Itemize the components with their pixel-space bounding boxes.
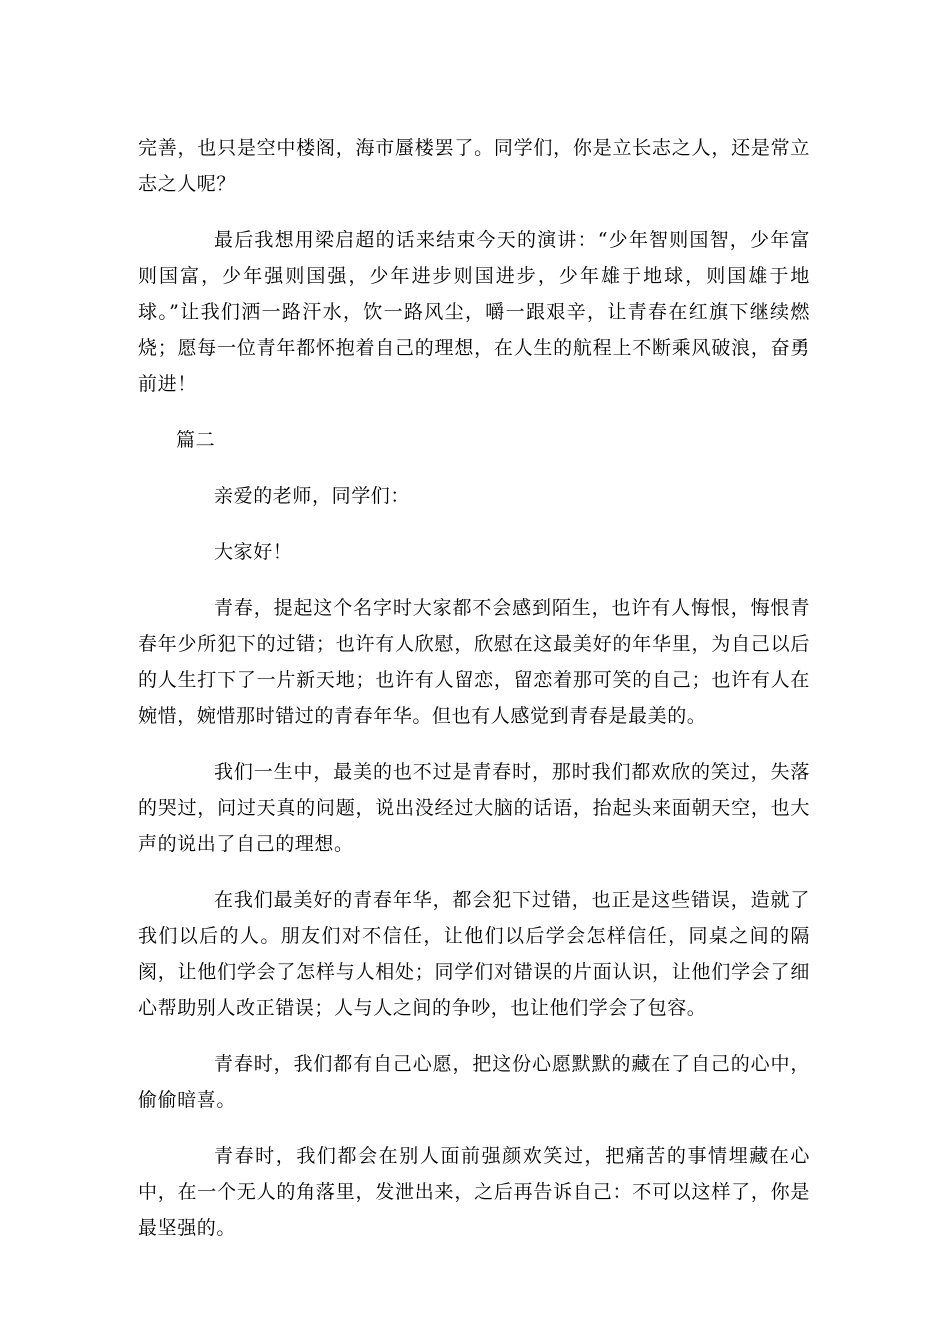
paragraph-gap (138, 402, 810, 422)
paragraph-gap (138, 862, 810, 882)
paragraph-7: 青春时，我们都会在别人面前强颜欢笑过，把痛苦的事情埋藏在心中，在一个无人的角落里，发泄出来，之后再告诉自己：不可以这样了，你是最坚强的。 (138, 1145, 810, 1239)
paragraph-3: 青春，提起这个名字时大家都不会感到陌生，也许有人悔恨，悔恨青春年少所犯下的过错；也许有人欣慰，欣慰在这最美好的年华里，为自己以后的人生打下了一片新天地；也许有人留恋，留恋着那可笑的自己；也许有人在婉惜，婉惜那时错过的青春年华。但也有人感觉到青春是最美的。 (138, 597, 810, 727)
paragraph-6: 青春时，我们都有自己心愿，把这份心愿默默的藏在了自己的心中，偷偷暗喜。 (138, 1053, 810, 1111)
greeting: 大家好！ (214, 541, 293, 563)
paragraph-2: 最后我想用梁启超的话来结束今天的演讲：“少年智则国智，少年富则国富，少年强则国强，少年进步则国进步，少年雄于地球，则国雄于地球。”让我们洒一路汗水，饮一路风尘，嚼一跟艰辛，让青春在红旗下继续燃烧；愿每一位青年都怀抱着自己的理想，在人生的航程上不断乘风破浪，奋勇前进！ (138, 229, 810, 395)
paragraph-gap (138, 1026, 810, 1046)
paragraph-gap (138, 514, 810, 534)
paragraph-5: 在我们最美好的青春年华，都会犯下过错，也正是这些错误，造就了我们以后的人。朋友们对不信任，让他们以后学会怎样信任，同桌之间的隔阂，让他们学会了怎样与人相处；同学们对错误的片面认识，让他们学会了细心帮助别人改正错误；人与人之间的争吵，也让他们学会了包容。 (138, 889, 810, 1019)
document-page (138, 130, 810, 1246)
paragraph-gap (138, 570, 810, 590)
paragraph-1: 完善，也只是空中楼阁，海市蜃楼罢了。同学们，你是立长志之人，还是常立志之人呢？ (138, 137, 810, 195)
paragraph-4: 我们一生中，最美的也不过是青春时，那时我们都欢欣的笑过，失落的哭过，问过天真的问题，说出没经过大脑的话语，抬起头来面朝天空，也大声的说出了自己的理想。 (138, 761, 810, 855)
paragraph-gap (138, 202, 810, 222)
salutation: 亲爱的老师，同学们： (214, 485, 411, 507)
section-heading: 篇二 (176, 429, 216, 451)
paragraph-gap (138, 1118, 810, 1138)
paragraph-gap (138, 734, 810, 754)
paragraph-gap (138, 458, 810, 478)
